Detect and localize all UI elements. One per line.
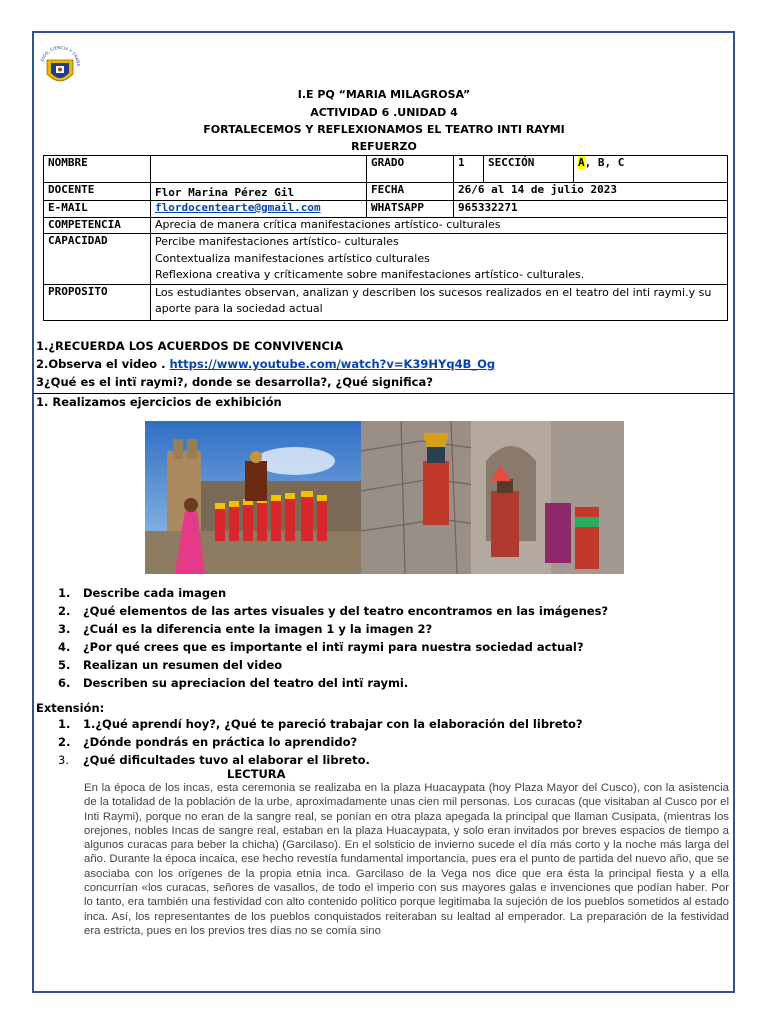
seccion-label: SECCIÓN [484,156,574,183]
whatsapp-label: WHATSAPP [367,201,454,218]
proposito-label: PROPOSITO [44,284,151,320]
list-item: 6. Describen su apreciacion del teatro del intï raymi. [58,676,409,690]
extension-questions [58,715,583,769]
question-text: Realizan un resumen del video [83,658,283,672]
list-item: 4. ¿Por qué crees que es importante el intï raymi para nuestra sociedad actual? [58,640,584,654]
fecha-label: FECHA [367,183,454,201]
list-item: 3. ¿Qué dificultades tuvo al elaborar el libreto. [58,753,370,767]
list-item: 2. ¿Qué elementos de las artes visuales y del teatro encontramos en las imágenes? [58,604,609,618]
student-info-table [43,155,728,321]
competencia-label: COMPETENCIA [44,218,151,234]
grado-value: 1 [454,156,484,183]
question-text: ¿Qué elementos de las artes visuales y del teatro encontramos en las imágenes? [83,604,609,618]
question-text: 1.¿Qué aprendí hoy?, ¿Qué te pareció trabajar con la elaboración del libreto? [83,717,583,731]
docente-label: DOCENTE [44,183,151,201]
question-text: ¿Qué dificultades tuvo al elaborar el libreto. [83,753,370,767]
school-crest-logo [37,44,83,90]
list-item: 1. Describe cada imagen [58,586,227,600]
intro-line-2 [36,357,495,371]
intro-line-3: 3¿Qué es el intï raymi?, donde se desarrolla?, ¿Qué significa? [36,375,433,389]
reading-title: LECTURA [227,767,286,781]
school-name: I.E PQ “MARIA MILAGROSA” [297,88,471,101]
email-label: E-MAIL [44,201,151,218]
nombre-field[interactable] [151,156,367,183]
seccion-options: , B, C [584,156,625,169]
question-text: ¿Cuál es la diferencia ente la imagen 1 y la imagen 2? [83,622,433,636]
email-link[interactable]: flordocentearte@gmail.com [155,201,321,214]
extension-title: Extensión: [36,701,105,715]
capacidad-line: Contextualiza manifestaciones artístico culturales [155,251,430,265]
email-value [151,201,367,218]
photo-inti-raymi-plaza [145,421,361,574]
svg-text:DIOS, CIENCIA Y TRABAJO: DIOS, CIENCIA Y TRABA [39,44,82,67]
list-item: 2. ¿Dónde pondrás en práctica lo aprendido? [58,735,358,749]
grado-label: GRADO [367,156,454,183]
competencia-value: Aprecia de manera crítica manifestaciones artístico- culturales [151,218,728,234]
list-item: 1. 1.¿Qué aprendí hoy?, ¿Qué te pareció trabajar con la elaboración del libreto? [58,717,583,731]
question-text: ¿Por qué crees que es importante el intï raymi para nuestra sociedad actual? [83,640,584,654]
divider [34,393,734,394]
seccion-value [574,156,728,183]
seccion-selected: A [578,156,585,169]
proposito-value: Los estudiantes observan, analizan y describen los sucesos realizados en el teatro del inti raymi.y su aporte para la sociedad actual [151,284,728,320]
list-item: 5. Realizan un resumen del video [58,658,283,672]
question-text: ¿Dónde pondrás en práctica lo aprendido? [83,735,358,749]
capacidad-line: Reflexiona creativa y críticamente sobre manifestaciones artístico- culturales. [155,268,585,281]
document-subtitle: REFUERZO [351,140,417,153]
capacidad-line: Percibe manifestaciones artístico- culturales [155,235,399,248]
fecha-value: 26/6 al 14 de julio 2023 [454,183,728,201]
nombre-label: NOMBRE [44,156,151,183]
activity-questions [58,584,608,692]
whatsapp-value: 965332271 [454,201,728,218]
question-text: Describe cada imagen [83,586,227,600]
reading-body: En la época de los incas, esta ceremonia se realizaba en la plaza Huacaypata (hoy Plaza Mayor del Cusco), con la asistencia de la totalidad de la población de la urbe, aproximadamente unas cien mil personas. Los curacas (que visitaban al Cusco por el Inti Raymi), porque no eran de la sangre real, se ponían en otra plaza apegada la principal que llaman Cusipata, (mientras los orejones, nobles Incas de sangre real, estaban en la plaza Huacaypata, y solo eran invitados por breves espacios de tiempo a algunos curacas para beber la chicha) (Garcilaso). En el solsticio de invierno sucede el día más corto y la noche más larga del año. Durante la época incaica, ese hecho revestía fundamental importancia, pues era el punto de partida del nuevo año, que se asociaba con los orígenes de la propia etnia inca. Garcilaso de la Vega nos dice que era ésta la principal fiesta y a ella concurrían «los curacas, señores de vasallos, de todo el imperio con sus mayores galas e invenciones que podían haber. Por lo tanto, era también una festividad con alto contenido político porque legitimaba la sujeción de los pueblos sometidos al estado inca. Así, los representantes de los pueblos conquistados reiteraban su lealtad al emperador. La preparación de la festividad era estricta, pues en los previos tres días no se comía sino [84,782,729,937]
video-link[interactable]: https://www.youtube.com/watch?v=K39HYq4B_Og [169,357,496,371]
video-prefix: 2.Observa el video . [36,357,170,371]
list-item: 3. ¿Cuál es la diferencia ente la imagen 1 y la imagen 2? [58,622,433,636]
capacidad-label: CAPACIDAD [44,234,151,285]
capacidad-value [151,234,728,285]
document-title: FORTALECEMOS Y REFLEXIONAMOS EL TEATRO INTI RAYMI [203,123,565,136]
intro-line-1: 1.¿RECUERDA LOS ACUERDOS DE CONVIVENCIA [36,339,344,353]
photo-inti-raymi-performers [361,421,624,574]
activity-title: ACTIVIDAD 6 .UNIDAD 4 [310,106,458,119]
docente-value: Flor Marina Pérez Gil [151,183,367,201]
question-text: Describen su apreciacion del teatro del intï raymi. [83,676,409,690]
section-title: 1. Realizamos ejercicios de exhibición [36,395,282,409]
